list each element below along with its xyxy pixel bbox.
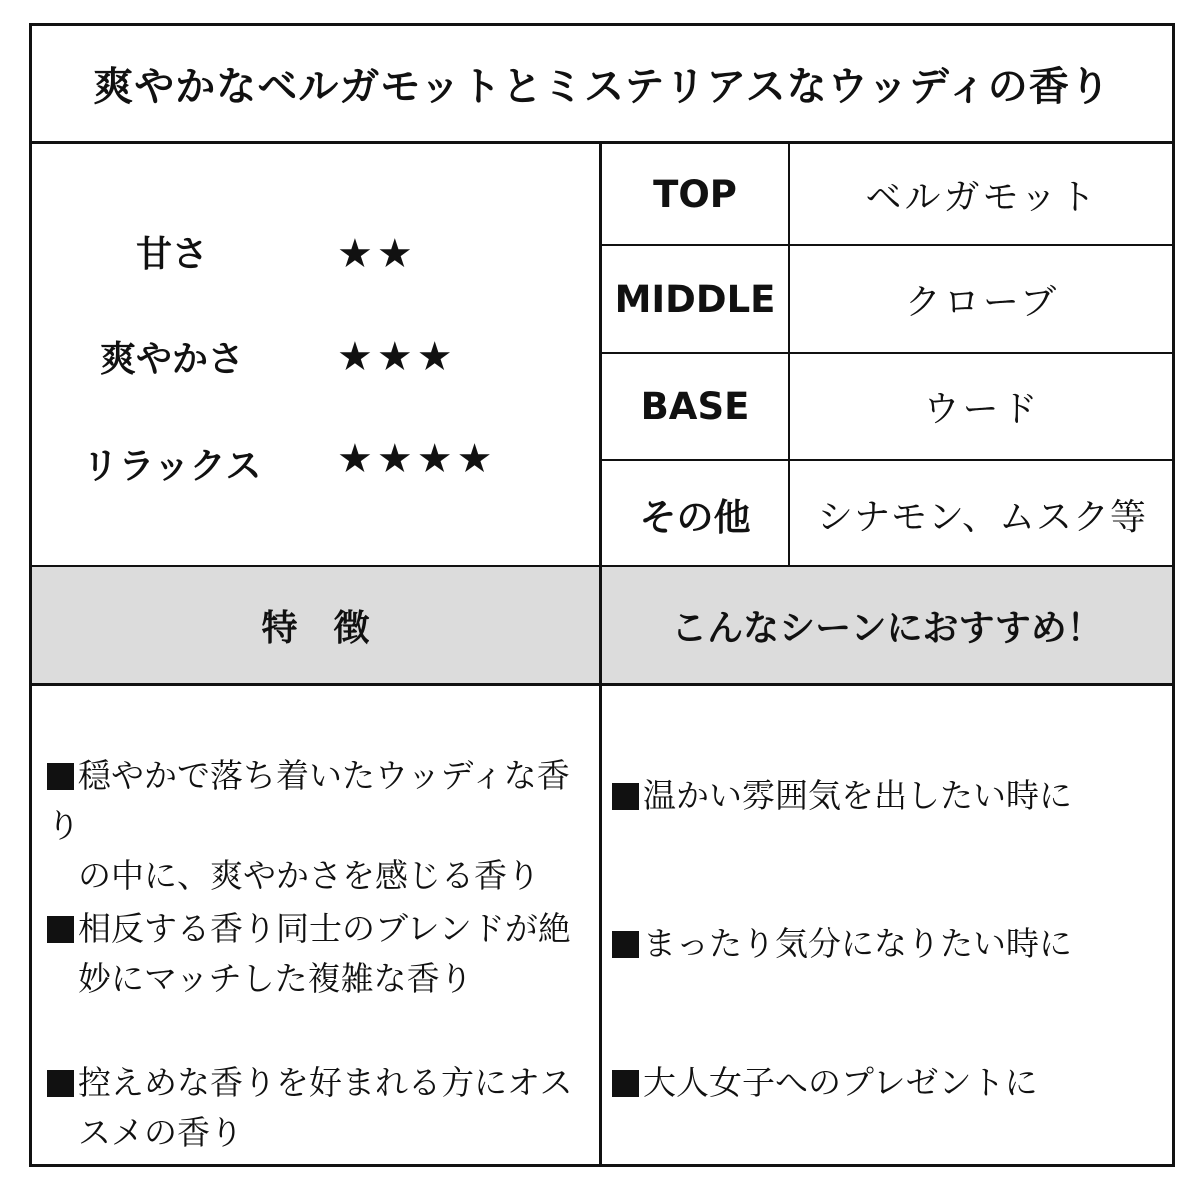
feature-text: の中に、爽やかさを感じる香り [78, 856, 540, 895]
rating-label-freshness: 爽やかさ [99, 339, 244, 380]
features-header: 特 徴 [261, 608, 370, 649]
note-value-middle: クローブ [904, 281, 1060, 323]
scene-text: まったり気分になりたい時に [643, 924, 1072, 963]
note-key-top: TOP [653, 172, 737, 216]
bullet-square-icon [612, 783, 639, 810]
rating-label-sweetness: 甘さ [135, 234, 208, 275]
scene-item [612, 919, 1162, 969]
rating-stars-freshness: ★★★ [337, 334, 457, 380]
scene-item [612, 1058, 1162, 1108]
feature-text: スメの香り [78, 1113, 243, 1152]
rating-stars-relax: ★★★★ [337, 436, 497, 482]
note-value-base: ウード [923, 389, 1041, 430]
divider [32, 683, 1172, 686]
feature-item [47, 751, 602, 901]
note-value-top: ベルガモット [865, 176, 1099, 218]
bullet-square-icon [47, 763, 74, 790]
scene-text: 温かい雰囲気を出したい時に [643, 776, 1072, 815]
notes-divider [788, 141, 790, 567]
note-value-other: シナモン、ムスク等 [816, 496, 1148, 538]
card-title: 爽やかなベルガモットとミステリアスなウッディの香り [93, 64, 1111, 110]
feature-text: 穏やかで落ち着いたウッディな香り [47, 756, 570, 845]
note-key-base: BASE [640, 385, 750, 428]
note-key-other: その他 [639, 496, 751, 539]
scene-text: 大人女子へのプレゼントに [643, 1063, 1038, 1102]
product-info-card [29, 23, 1175, 1167]
note-key-middle: MIDDLE [614, 277, 776, 321]
feature-text: 控えめな香りを好まれる方にオス [78, 1063, 573, 1102]
bullet-square-icon [47, 1070, 74, 1097]
scenes-header: こんなシーンにおすすめ！ [671, 608, 1103, 649]
feature-text: 相反する香り同士のブレンドが絶 [78, 909, 571, 948]
rating-label-relax: リラックス [82, 446, 262, 487]
feature-item [47, 904, 602, 1004]
bullet-square-icon [612, 931, 639, 958]
feature-item [47, 1058, 602, 1158]
bullet-square-icon [612, 1070, 639, 1097]
scene-item [612, 771, 1162, 821]
bullet-square-icon [47, 916, 74, 943]
feature-text: 妙にマッチした複雑な香り [78, 959, 473, 998]
rating-stars-sweetness: ★★ [337, 231, 417, 277]
